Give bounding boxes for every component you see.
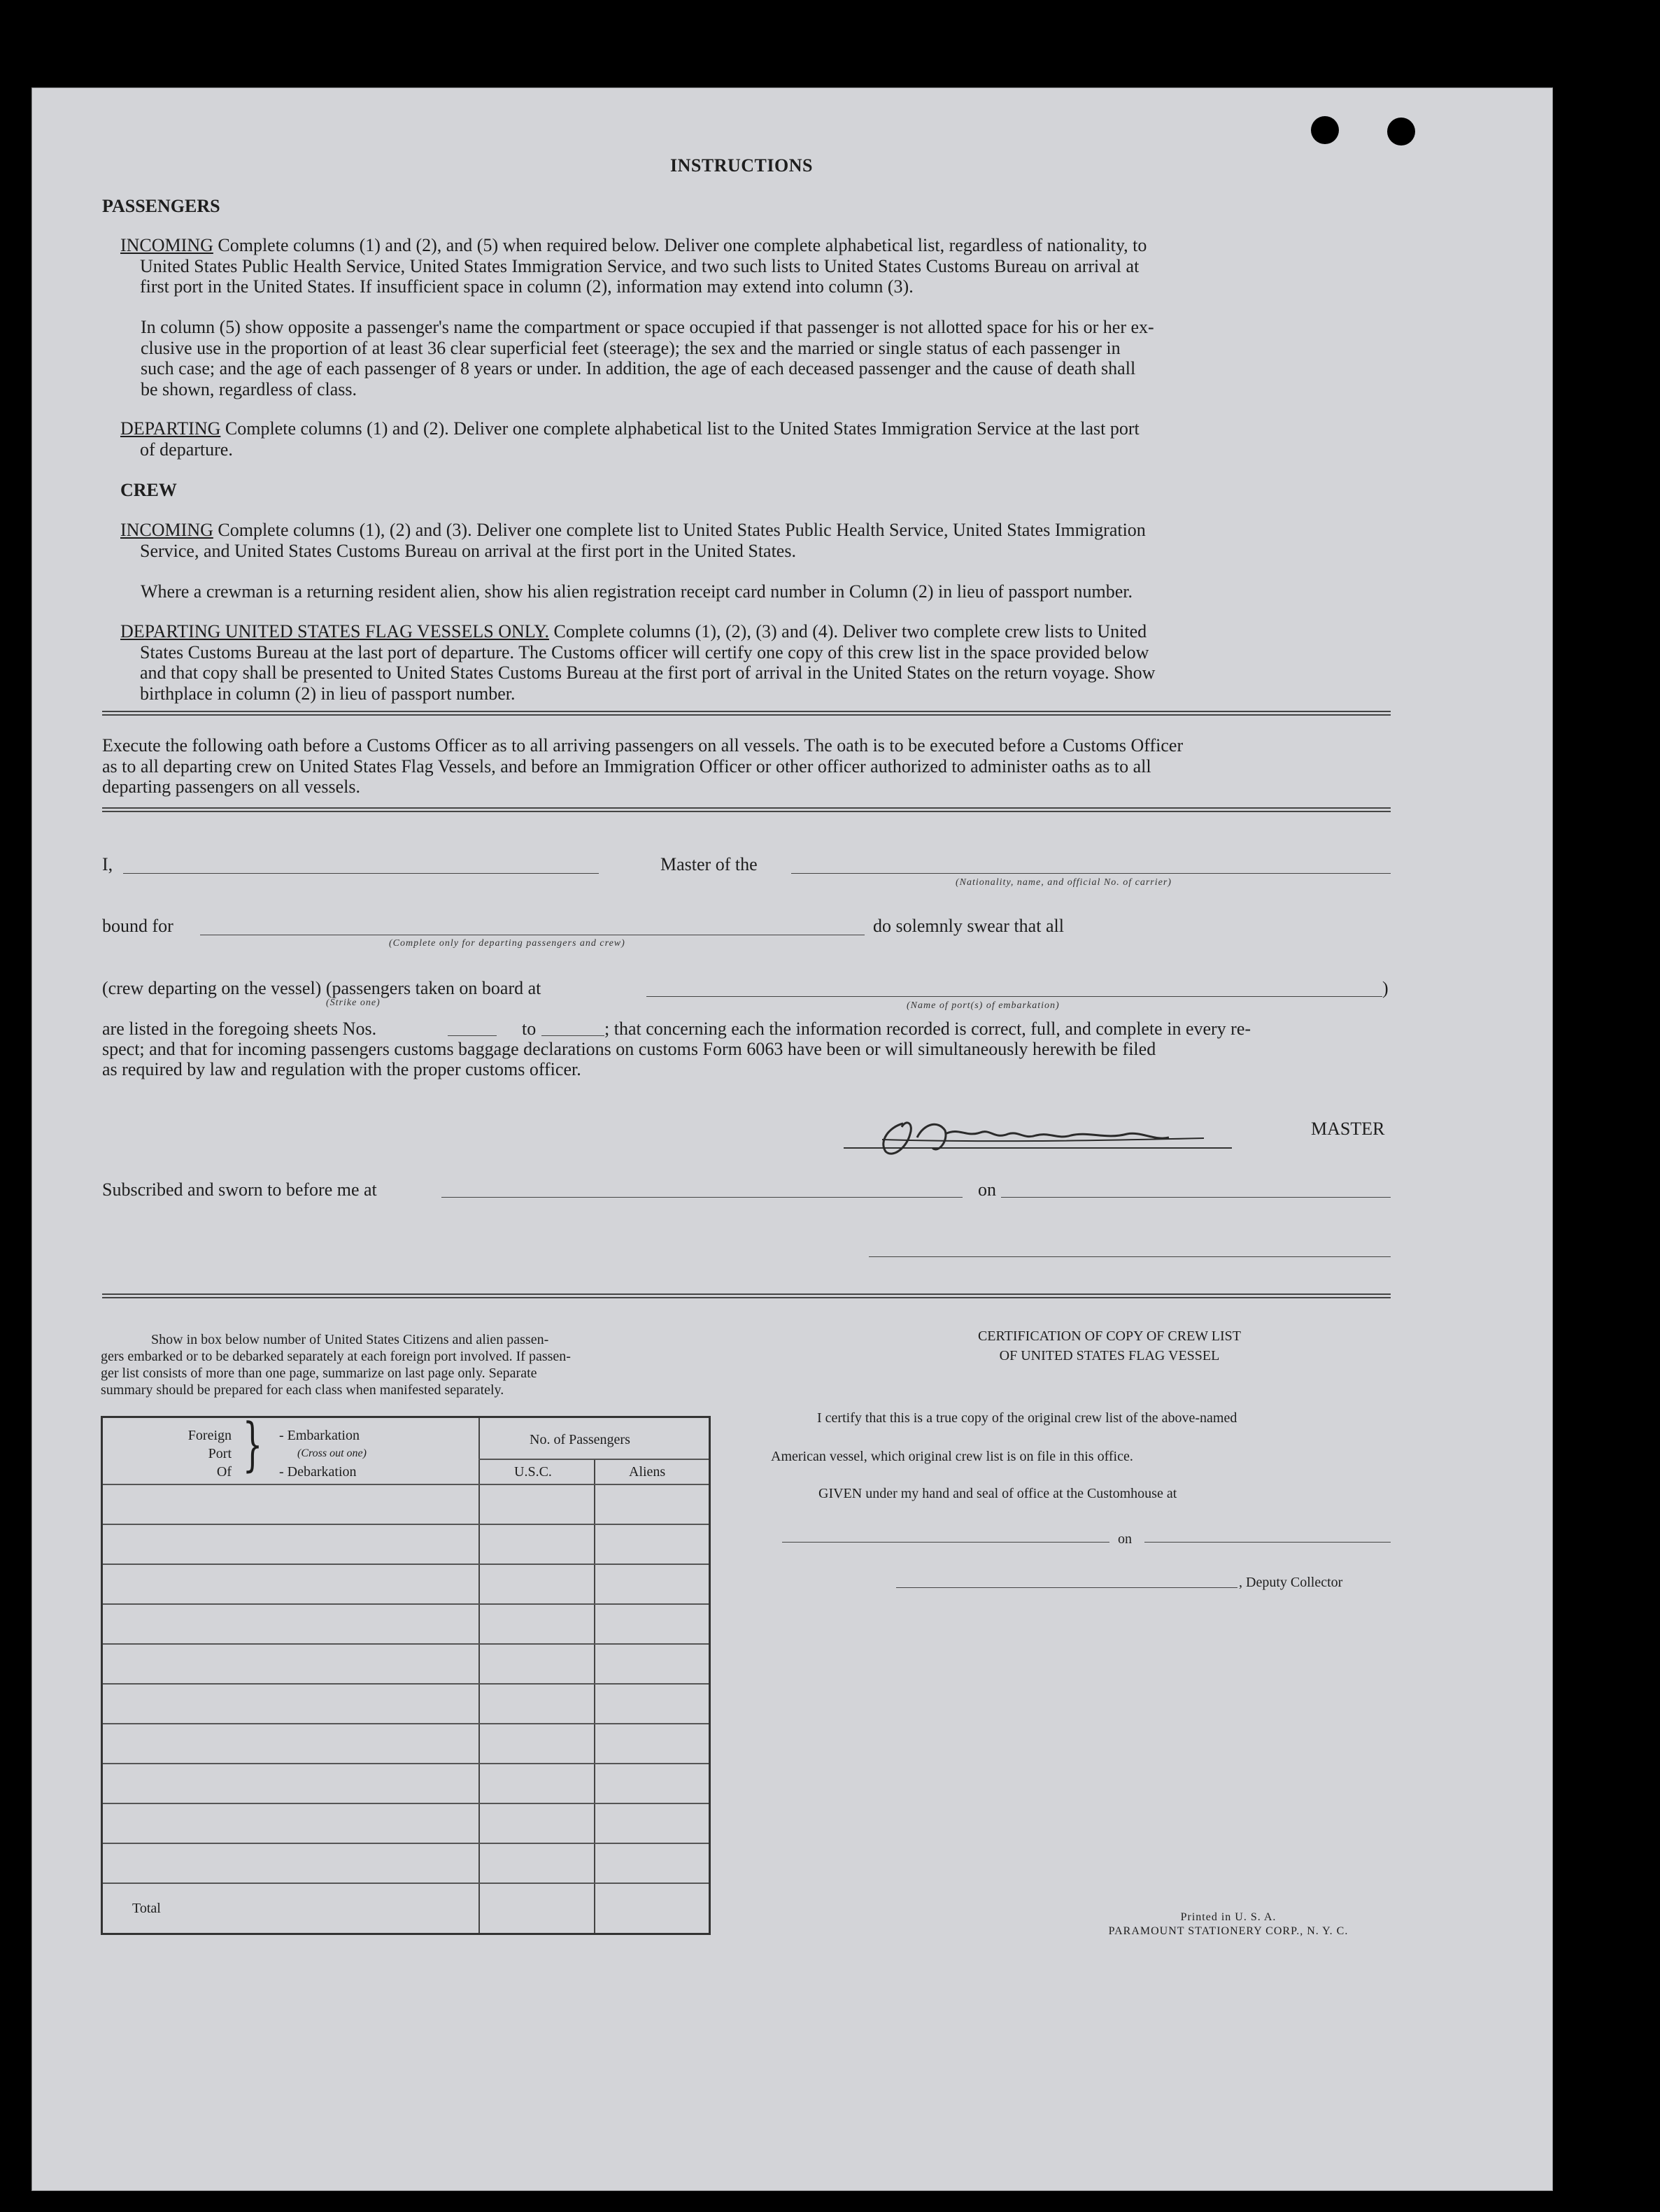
certification-on-label: on — [1118, 1531, 1132, 1547]
table-row-line — [103, 1643, 709, 1645]
column5-line4: be shown, regardless of class. — [141, 378, 357, 399]
passengers-departing-paragraph — [120, 418, 1365, 460]
master-signature — [840, 1099, 1232, 1162]
usc-header: U.S.C. — [514, 1464, 552, 1480]
officer-signature-field[interactable] — [869, 1256, 1391, 1257]
resident-alien-paragraph: Where a crewman is a returning resident alien, show his alien registration receipt card number in Column (2) in lieu of passport number. — [141, 581, 1133, 602]
printer-line1: Printed in U. S. A. — [1180, 1911, 1277, 1923]
crew-incoming-lead: INCOMING — [120, 520, 213, 540]
brace-icon: } — [242, 1412, 263, 1478]
crew-incoming-paragraph — [120, 520, 1365, 561]
oath-intro-line3: departing passengers on all vessels. — [102, 777, 360, 797]
master-label: MASTER — [1311, 1119, 1385, 1139]
listed-prefix: are listed in the foregoing sheets Nos. — [102, 1019, 377, 1039]
table-row-line — [103, 1564, 709, 1565]
crew-departing-paragraph — [120, 621, 1365, 704]
aliens-header: Aliens — [629, 1464, 666, 1480]
passengers-departing-line1: Complete columns (1) and (2). Deliver one complete alphabetical list to the United States Immigration Service at the last port — [220, 418, 1140, 439]
sworn-place-field[interactable] — [441, 1197, 963, 1198]
deputy-collector-field[interactable] — [896, 1587, 1237, 1588]
certify-line2: American vessel, which original crew list is on file in this office. — [771, 1449, 1133, 1464]
listed-to: to — [522, 1019, 537, 1039]
crew-departing-line4: birthplace in column (2) in lieu of passport number. — [140, 683, 516, 704]
column5-line2: clusive use in the proportion of at least 36 clear superficial feet (steerage); the sex and the married or single status of each passenger in — [141, 337, 1121, 358]
passengers-incoming-paragraph — [120, 235, 1365, 297]
listed-rest: ; that concerning each the information recorded is correct, full, and complete in every re- — [604, 1019, 1251, 1039]
embark-debark-label: - Embarkation (Cross out one) - Debarkation — [279, 1428, 367, 1480]
bound-for-caption: (Complete only for departing passengers and crew) — [389, 938, 625, 949]
carrier-field[interactable] — [791, 873, 1391, 874]
column5-line3: such case; and the age of each passenger of 8 years or under. In addition, the age of each deceased passenger and the cause of death shall — [141, 358, 1136, 378]
summary-note — [101, 1331, 712, 1398]
sheet-to-field[interactable] — [541, 1035, 604, 1036]
column5-line1: In column (5) show opposite a passenger's name the compartment or space occupied if that passenger is not allotted space for his or her ex- — [141, 317, 1154, 337]
passengers-incoming-line1: Complete columns (1) and (2), and (5) when required below. Deliver one complete alphabetical list, regardless of nationality, to — [213, 235, 1147, 255]
certify-line1: I certify that this is a true copy of the original crew list of the above-named — [817, 1410, 1237, 1426]
crew-departing-lead: DEPARTING UNITED STATES FLAG VESSELS ONLY. — [120, 621, 549, 641]
given-line: GIVEN under my hand and seal of office at the Customhouse at — [818, 1486, 1177, 1501]
crew-departing-line3: and that copy shall be presented to United States Customs Bureau at the first port of arrival in the United States on the return voyage. Show — [140, 662, 1156, 683]
summary-note-line2: gers embarked or to be debarked separately at each foreign port involved. If passen- — [101, 1349, 571, 1364]
summary-note-line3: ger list consists of more than one page, summarize on last page only. Separate — [101, 1366, 537, 1381]
printer-imprint — [1033, 1910, 1424, 1938]
crew-departing-line2: States Customs Bureau at the last port of departure. The Customs officer will certify one copy of this crew list in the space provided below — [140, 641, 1149, 662]
subscribed-label: Subscribed and sworn to before me at — [102, 1179, 377, 1200]
strike-one-caption: (Strike one) — [326, 998, 381, 1008]
punch-hole-right — [1387, 118, 1415, 146]
foreign-port-of-label: Foreign Port Of — [187, 1428, 232, 1480]
column5-paragraph — [141, 317, 1366, 399]
passengers-incoming-line2: United States Public Health Service, United States Immigration Service, and two such lists to United States Customs Bureau on arrival at — [140, 255, 1140, 276]
crew-departing-line1: Complete columns (1), (2), (3) and (4). Deliver two complete crew lists to United — [549, 621, 1147, 641]
certification-heading — [900, 1326, 1319, 1366]
oath-line2: spect; and that for incoming passengers customs baggage declarations on customs Form 6063 have been or will simultaneously herewith be filed — [102, 1039, 1156, 1059]
printer-line2: PARAMOUNT STATIONERY CORP., N. Y. C. — [1108, 1925, 1349, 1937]
close-paren: ) — [1382, 978, 1389, 998]
master-name-field[interactable] — [123, 873, 599, 874]
table-row-line — [103, 1723, 709, 1724]
oath-intro-line1: Execute the following oath before a Customs Officer as to all arriving passengers on all vessels. The oath is to be executed before a Customs Officer — [102, 735, 1184, 756]
form-page — [31, 87, 1553, 2191]
summary-note-line1: Show in box below number of United States Citizens and alien passen- — [151, 1332, 549, 1347]
do-swear-label: do solemnly swear that all — [873, 916, 1064, 936]
crew-heading: CREW — [120, 480, 177, 500]
header-split-line — [478, 1459, 709, 1460]
oath-intro-line2: as to all departing crew on United States Flag Vessels, and before an Immigration Officer or other officer authorized to administer oaths as to all — [102, 756, 1151, 777]
passengers-departing-line2: of departure. — [140, 439, 233, 460]
bound-for-label: bound for — [102, 916, 173, 936]
table-row-line — [103, 1803, 709, 1804]
sheet-from-field[interactable] — [448, 1035, 497, 1036]
customhouse-field[interactable] — [782, 1542, 1109, 1543]
oath-i-label: I, — [102, 854, 113, 874]
crew-incoming-line1: Complete columns (1), (2) and (3). Deliver one complete list to United States Public Health Service, United States Immigration — [213, 520, 1146, 540]
table-row-line — [103, 1763, 709, 1764]
no-of-passengers-header: No. of Passengers — [530, 1432, 630, 1447]
certification-date-field[interactable] — [1144, 1542, 1391, 1543]
passengers-incoming-line3: first port in the United States. If insufficient space in column (2), information may extend into column (3). — [140, 276, 914, 297]
master-of-the-label: Master of the — [660, 854, 758, 874]
oath-intro-paragraph — [102, 735, 1391, 797]
total-label: Total — [132, 1901, 161, 1916]
embarkation-ports-field[interactable] — [646, 996, 1382, 997]
summary-note-line4: summary should be prepared for each class when manifested separately. — [101, 1382, 504, 1398]
table-row-line — [103, 1484, 709, 1485]
page-title: INSTRUCTIONS — [670, 155, 813, 176]
sworn-on-label: on — [978, 1179, 996, 1200]
table-total-line — [103, 1883, 709, 1884]
punch-hole-left — [1311, 116, 1339, 144]
crew-passengers-label: (crew departing on the vessel) (passengers taken on board at — [102, 978, 541, 998]
passengers-heading: PASSENGERS — [102, 196, 220, 216]
certification-heading-line1: CERTIFICATION OF COPY OF CREW LIST — [977, 1328, 1242, 1344]
passengers-departing-lead: DEPARTING — [120, 418, 221, 439]
table-col-divider-1 — [478, 1418, 480, 1933]
sworn-date-field[interactable] — [1001, 1197, 1391, 1198]
passenger-summary-table — [101, 1412, 711, 1935]
table-row-line — [103, 1603, 709, 1605]
oath-line3: as required by law and regulation with the proper customs officer. — [102, 1059, 581, 1079]
table-row-line — [103, 1683, 709, 1685]
table-col-divider-2 — [594, 1460, 595, 1933]
section-divider-2 — [102, 807, 1391, 812]
section-divider-1 — [102, 711, 1391, 716]
section-divider-3 — [102, 1293, 1391, 1298]
embarkation-caption: (Name of port(s) of embarkation) — [907, 1000, 1060, 1011]
crew-incoming-line2: Service, and United States Customs Bureau on arrival at the first port in the United States. — [140, 540, 796, 561]
table-row-line — [103, 1843, 709, 1844]
certification-heading-line2: OF UNITED STATES FLAG VESSEL — [999, 1348, 1220, 1363]
carrier-caption: (Nationality, name, and official No. of carrier) — [956, 877, 1172, 888]
deputy-collector-label: , Deputy Collector — [1239, 1575, 1343, 1590]
table-row-line — [103, 1524, 709, 1525]
passengers-incoming-lead: INCOMING — [120, 235, 213, 255]
